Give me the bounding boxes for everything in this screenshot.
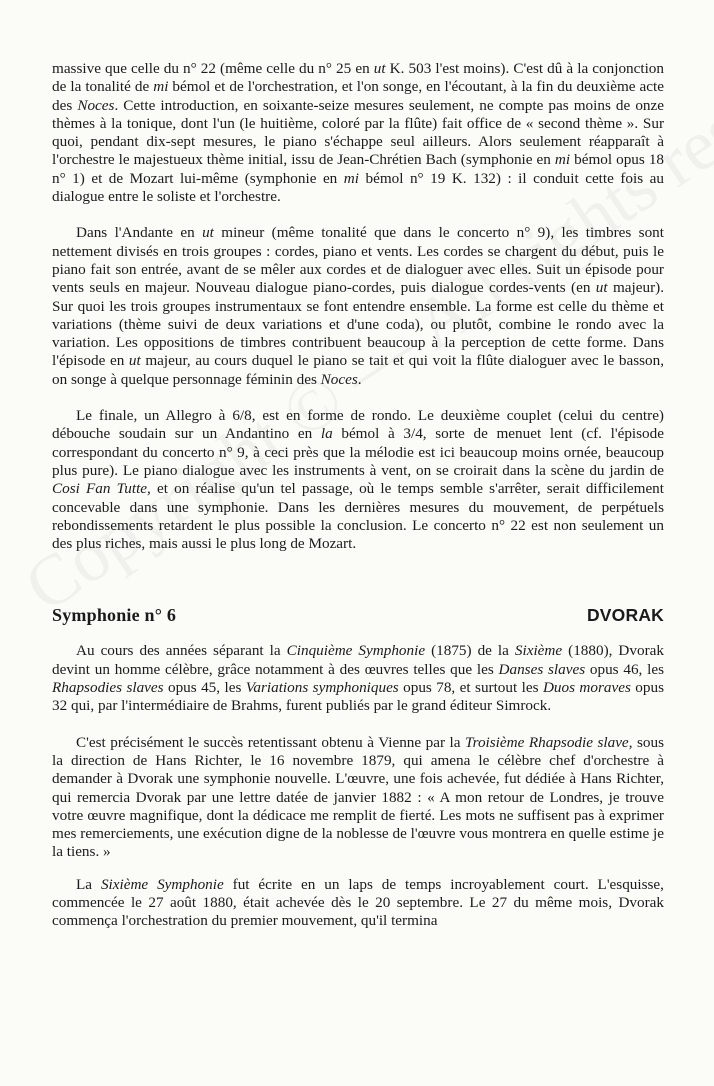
section-title: Symphonie n° 6 <box>52 605 177 626</box>
composer-name: DVORAK <box>586 605 664 626</box>
paragraph-andante: Dans l'Andante en ut mineur (même tonalité que dans le concerto n° 9), les timbres sont nettement divisés en trois groupes : cordes, piano et vents. Les cordes se chargent du début, puis le piano fait son entrée, avant de se mêler aux cordes et de dialoguer avec elles. Suit un épisode pour vents seuls en majeur. Nouveau dialogue piano-cordes, puis dialogue cordes-vents (en ut majeur). Sur quoi les trois groupes instrumentaux se font entendre ensemble. La forme est celle du thème et variations (thème suivi de deux variations et d'une coda), ou plutôt, combine le rondo avec la variation. Les oppositions de timbres contribuent beaucoup à la perception de cette forme. Dans l'épisode en ut majeur, au cours duquel le piano se tait et qui voit la flûte dialoguer avec le basson, on songe à quelque personnage féminin des Noces. <box>52 224 664 388</box>
paragraph-dvorak-fame: Au cours des années séparant la Cinquième Symphonie (1875) de la Sixième (1880), Dvorak devint un homme célèbre, grâce notamment à des œuvres telles que les Danses slaves opus 46, les Rhapsodies slaves opus 45, les Variations symphoniques opus 78, et surtout les Duos moraves opus 32 qui, par l'intermédiaire de Brahms, furent publiés par le grand éditeur Simrock. <box>52 642 665 715</box>
paragraph-composition: La Sixième Symphonie fut écrite en un laps de temps incroyablement court. L'esquisse, commencée le 27 août 1880, était achevée dès le 20 septembre. Le 27 du même mois, Dvorak commença l'orchestration du premier mouvement, qu'il termina <box>52 875 664 930</box>
paragraph-richter: C'est précisément le succès retentissant obtenu à Vienne par la Troisième Rhapsodie slave, sous la direction de Hans Richter, le 16 novembre 1879, qui amena le célèbre chef d'orchestre à demander à Dvorak une symphonie nouvelle. L'œuvre, une fois achevée, fut dédiée à Hans Richter, qui remercia Dvorak par une lettre datée de janvier 1882 : « A mon retour de Londres, je trouve votre œuvre magnifique, dont la dédicace me remplit de fierté. Les mots ne suffisent pas à exprimer mes remerciements, une exécution digne de la noblesse de l'œuvre vous montrera en quelle estime je la tiens. » <box>52 733 664 861</box>
paragraph-finale: Le finale, un Allegro à 6/8, est en forme de rondo. Le deuxième couplet (celui du centre) débouche soudain sur un Andantino en la bémol à 3/4, sorte de menuet lent (cf. l'épisode correspondant du concerto n° 9, à ceci près que la mélodie est ici beaucoup moins ornée, beaucoup plus pure). Le piano dialogue avec les instruments à vent, on se croirait dans la scène du jardin de Cosi Fan Tutte, et on réalise qu'un tel passage, où le temps semble s'arrêter, serait difficilement concevable dans une symphonie. Dans les dernières mesures du mouvement, de perpétuels rebondissements retardent le plus possible la conclusion. Le concerto n° 22 est non seulement un des plus riches, mais aussi le plus long de Mozart. <box>52 407 664 553</box>
paragraph-concerto-intro: massive que celle du n° 22 (même celle du n° 25 en ut K. 503 l'est moins). C'est dû à la conjonction de la tonalité de mi bémol et de l'orchestration, et l'on songe, en l'écoutant, à la fin du deuxième acte des Noces. Cette introduction, en soixante-seize mesures seulement, ne compte pas moins de onze thèmes à la tonique, dont l'un (le huitième, coloré par la flûte) fait office de « second thème ». Sur quoi, pendant dix-sept mesures, le piano s'échappe seul ailleurs. Alors seulement réapparaît à l'orchestre le majestueux thème initial, issu de Jean-Chrétien Bach (symphonie en mi bémol opus 18 n° 1) et de Mozart lui-même (symphonie en mi bémol n° 19 K. 132) : il conduit cette fois au dialogue entre le soliste et l'orchestre. <box>52 60 665 206</box>
document-page <box>52 60 664 931</box>
section-heading <box>52 605 664 626</box>
